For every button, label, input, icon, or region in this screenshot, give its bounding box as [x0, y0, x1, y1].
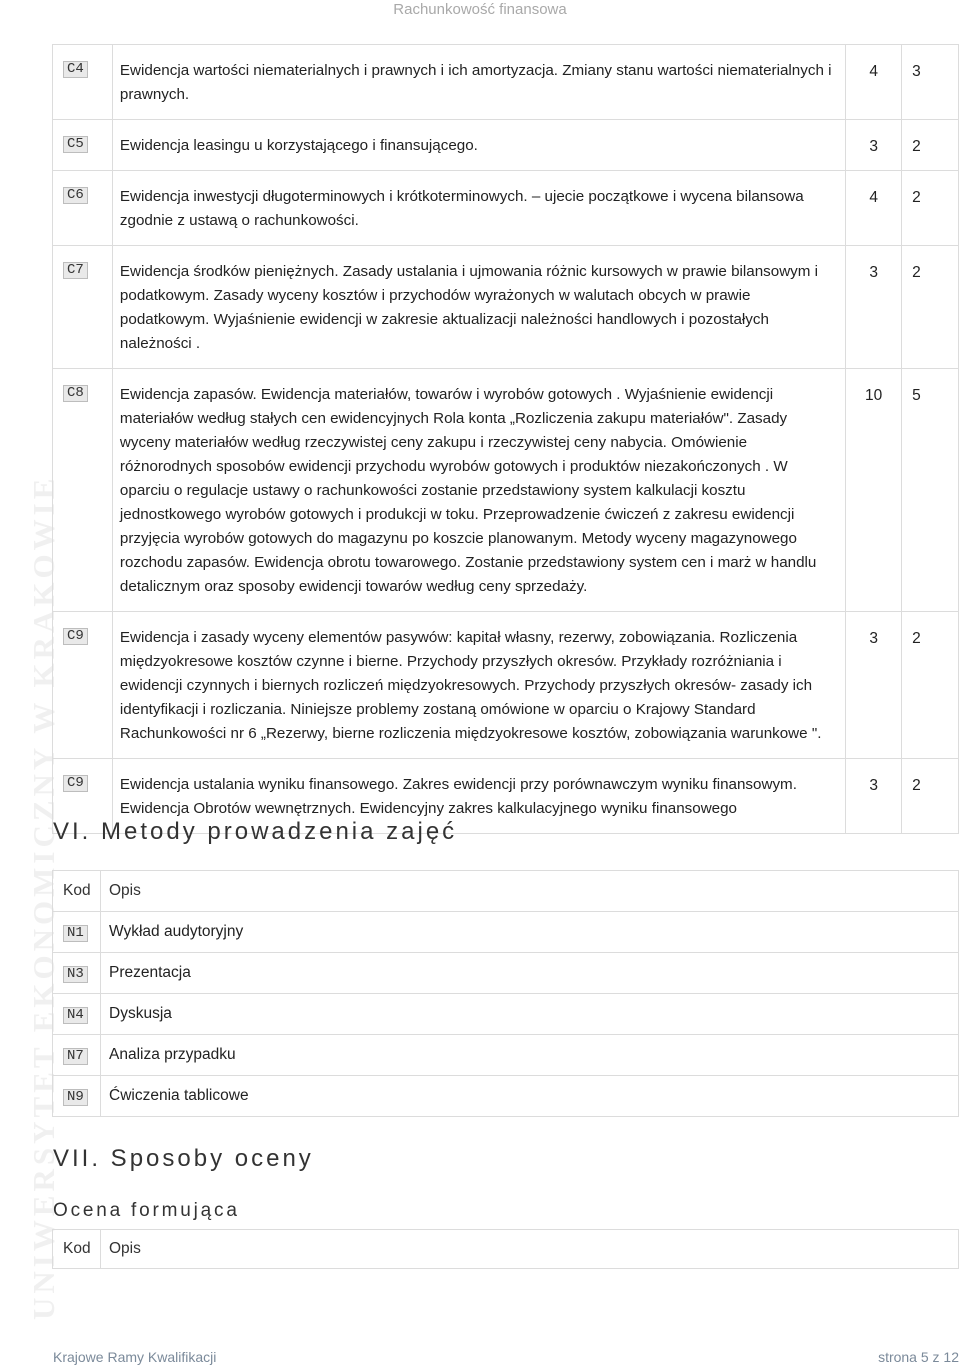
row-hours-1: 4: [846, 171, 902, 246]
header-code: Kod: [53, 1230, 101, 1269]
table-header-row: [53, 871, 959, 912]
table-row: [53, 612, 959, 759]
method-description: Ćwiczenia tablicowe: [101, 1076, 959, 1117]
row-description: Ewidencja zapasów. Ewidencja materiałów, towarów i wyrobów gotowych . Wyjaśnienie ewidencji materiałów według stałych cen ewidencyjnych Rola konta „Rozliczenia zakupu materiałów". Zasady wyceny materiałów według rzeczywistej ceny zakupu i rzeczywistej ceny nabycia. Omówienie różnorodnych sposobów ewidencji przychodu wyrobów gotowych i produktów niezakończonych . W oparciu o regulacje ustawy o rachunkowości zostanie przedstawiony system kalkulacji kosztu jednostkowego wyrobów gotowych i produkcji w toku. Przeprowadzenie ćwiczeń z zakresu ewidencji przyjęcia wyrobów gotowych do magazynu po koszcie planowanym. Metody wyceny magazynowego rozchodu zapasów. Ewidencja obrotu towarowego. Zostanie przedstawiony system cen i marż w handlu detalicznym oraz sposoby ewidencji towarów według ceny sprzedaży.: [112, 369, 845, 612]
row-code-cell: [53, 171, 113, 246]
table-row: [53, 994, 959, 1035]
row-code: C6: [63, 187, 88, 204]
row-code-cell: [53, 120, 113, 171]
table-row: [53, 912, 959, 953]
table-row: [53, 1035, 959, 1076]
table-row: [53, 246, 959, 369]
method-description: Prezentacja: [101, 953, 959, 994]
table-row: [53, 953, 959, 994]
method-code: N9: [63, 1089, 88, 1106]
method-code: N7: [63, 1048, 88, 1065]
method-code-cell: [53, 1076, 101, 1117]
row-code-cell: [53, 45, 113, 120]
table-row: [53, 171, 959, 246]
course-content-table: [52, 44, 959, 834]
method-description: Dyskusja: [101, 994, 959, 1035]
row-description: Ewidencja leasingu u korzystającego i finansującego.: [112, 120, 845, 171]
page-number: strona 5 z 12: [878, 1349, 959, 1365]
row-hours-1: 3: [846, 120, 902, 171]
row-code-cell: [53, 612, 113, 759]
row-code: C7: [63, 262, 88, 279]
formative-assessment-table: [52, 1229, 959, 1269]
row-description: Ewidencja i zasady wyceny elementów pasywów: kapitał własny, rezerwy, zobowiązania. Rozliczenia międzyokresowe kosztów czynne i bierne. Przychody przyszłych okresów. Przykłady rozróżniania i ewidencji czynnych i biernych rozliczeń międzyokresowych. Przychody przyszłych okresów- zasady ich identyfikacji i rozliczania. Niniejsze problemy zostaną omówione w oparciu o Krajowy Standard Rachunkowości nr 6 „Rezerwy, bierne rozliczenia międzyokresowe kosztów, zobowiązania warunkowe ".: [112, 612, 845, 759]
row-code: C4: [63, 61, 88, 78]
header-code: Kod: [53, 871, 101, 912]
method-code: N3: [63, 966, 88, 983]
row-code: C8: [63, 385, 88, 402]
table-header-row: [53, 1230, 959, 1269]
method-description: Analiza przypadku: [101, 1035, 959, 1076]
document-title: Rachunkowość finansowa: [393, 1, 567, 18]
row-hours-2: 2: [902, 759, 959, 834]
row-hours-1: 3: [846, 759, 902, 834]
row-hours-1: 3: [846, 612, 902, 759]
row-description: Ewidencja inwestycji długoterminowych i krótkoterminowych. – ujecie początkowe i wycena bilansowa zgodnie z ustawą o rachunkowości.: [112, 171, 845, 246]
table-row: [53, 1076, 959, 1117]
row-code-cell: [53, 369, 113, 612]
row-description: Ewidencja wartości niematerialnych i prawnych i ich amortyzacja. Zmiany stanu wartości niematerialnych i prawnych.: [112, 45, 845, 120]
row-code: C5: [63, 136, 88, 153]
row-hours-2: 3: [902, 45, 959, 120]
method-code-cell: [53, 994, 101, 1035]
row-hours-2: 2: [902, 612, 959, 759]
row-hours-2: 2: [902, 246, 959, 369]
row-hours-1: 10: [846, 369, 902, 612]
row-hours-1: 3: [846, 246, 902, 369]
row-description: Ewidencja środków pieniężnych. Zasady ustalania i ujmowania różnic kursowych w prawie bilansowym i podatkowym. Zasady wyceny kosztów i przychodów wyrażonych w walutach obcych w prawie podatkowym. Wyjaśnienie ewidencji w zakresie aktualizacji należności handlowych i pozostałych należności .: [112, 246, 845, 369]
row-hours-2: 2: [902, 120, 959, 171]
table-row: [53, 369, 959, 612]
method-description: Wykład audytoryjny: [101, 912, 959, 953]
method-code-cell: [53, 1035, 101, 1076]
row-code-cell: [53, 246, 113, 369]
section-vi-title: VI. Metody prowadzenia zajęć: [53, 818, 458, 845]
header-desc: Opis: [101, 871, 959, 912]
row-code: C9: [63, 775, 88, 792]
university-watermark: UNIWERSYTET EKONOMICZNY W KRAKOWIE: [26, 474, 61, 1320]
table-row: [53, 45, 959, 120]
row-description: Ewidencja ustalania wyniku finansowego. Zakres ewidencji przy porównawczym wyniku finansowym. Ewidencja Obrotów wewnętrznych. Ewidencyjny zakres kalkulacyjnego wyniku finansowego: [112, 759, 845, 834]
page-footer: [53, 1348, 959, 1366]
header-desc: Opis: [101, 1230, 959, 1269]
method-code: N4: [63, 1007, 88, 1024]
formative-assessment-title: Ocena formująca: [53, 1200, 240, 1221]
row-hours-2: 2: [902, 171, 959, 246]
row-hours-1: 4: [846, 45, 902, 120]
table-row: [53, 120, 959, 171]
row-hours-2: 5: [902, 369, 959, 612]
method-code: N1: [63, 925, 88, 942]
row-code: C9: [63, 628, 88, 645]
method-code-cell: [53, 953, 101, 994]
footer-left: Krajowe Ramy Kwalifikacji: [53, 1349, 217, 1365]
teaching-methods-table: [52, 870, 959, 1117]
section-vii-title: VII. Sposoby oceny: [53, 1145, 314, 1172]
page-header: [0, 0, 960, 22]
method-code-cell: [53, 912, 101, 953]
